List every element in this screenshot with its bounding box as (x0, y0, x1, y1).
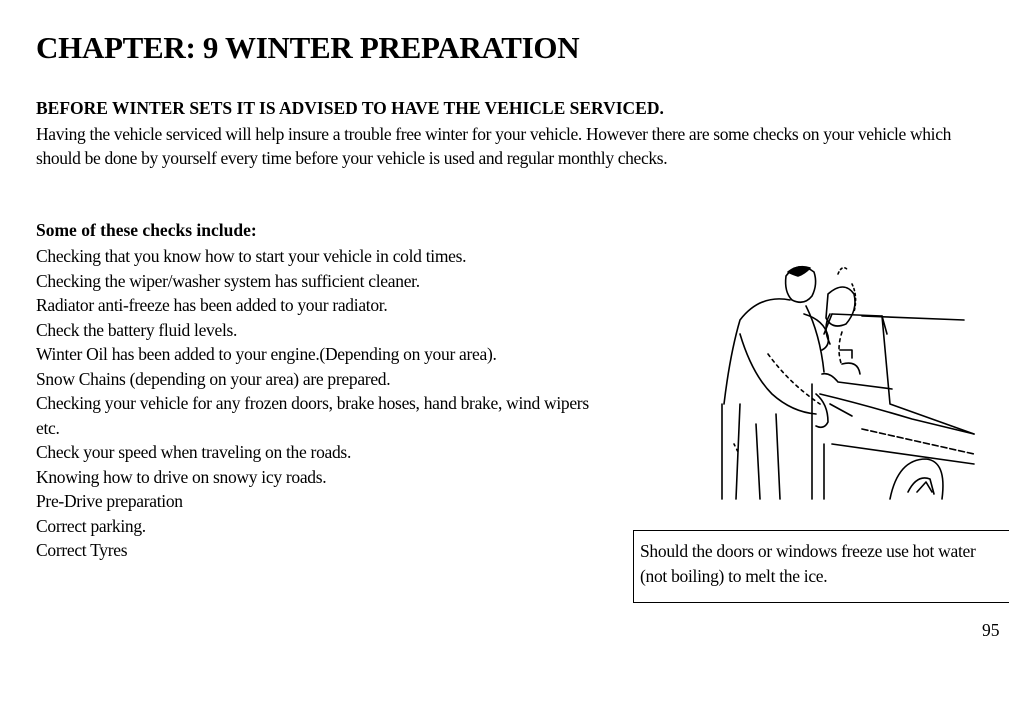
check-item: Pre-Drive preparation (36, 491, 183, 511)
check-item: Correct parking. (36, 515, 146, 536)
check-item: Checking your vehicle for any frozen doors, brake hoses, hand brake, wind wipers etc. (36, 393, 589, 438)
man-pouring-water-on-car-door-illustration (712, 254, 982, 504)
chapter-title: CHAPTER: 9 WINTER PREPARATION (36, 30, 580, 65)
check-item: Checking that you know how to start your vehicle in cold times. (36, 246, 467, 266)
check-item: Correct Tyres (36, 540, 128, 560)
section-heading: BEFORE WINTER SETS IT IS ADVISED TO HAVE THE VEHICLE SERVICED. (36, 98, 664, 118)
check-item: Check your speed when traveling on the roads. (36, 442, 352, 462)
check-item: Snow Chains (depending on your area) are prepared. (36, 368, 391, 389)
check-item: Checking the wiper/washer system has sufficient cleaner. (36, 270, 420, 291)
caption-text: Should the doors or windows freeze use hot water (not boiling) to melt the ice. (640, 541, 976, 586)
intro-paragraph: Having the vehicle serviced will help insure a trouble free winter for your vehicle. However there are some checks on your vehicle which should be done by yourself every time before your vehicle is used and regular monthly checks. (36, 124, 952, 168)
check-item: Winter Oil has been added to your engine.(Depending on your area). (36, 344, 497, 364)
check-item: Check the battery fluid levels. (36, 319, 238, 340)
checks-heading: Some of these checks include: (36, 220, 257, 240)
check-item: Knowing how to drive on snowy icy roads. (36, 466, 327, 487)
caption-box (633, 530, 1009, 603)
page-number: 95 (982, 620, 1000, 640)
check-item: Radiator anti-freeze has been added to your radiator. (36, 295, 388, 315)
checks-list (36, 244, 616, 563)
